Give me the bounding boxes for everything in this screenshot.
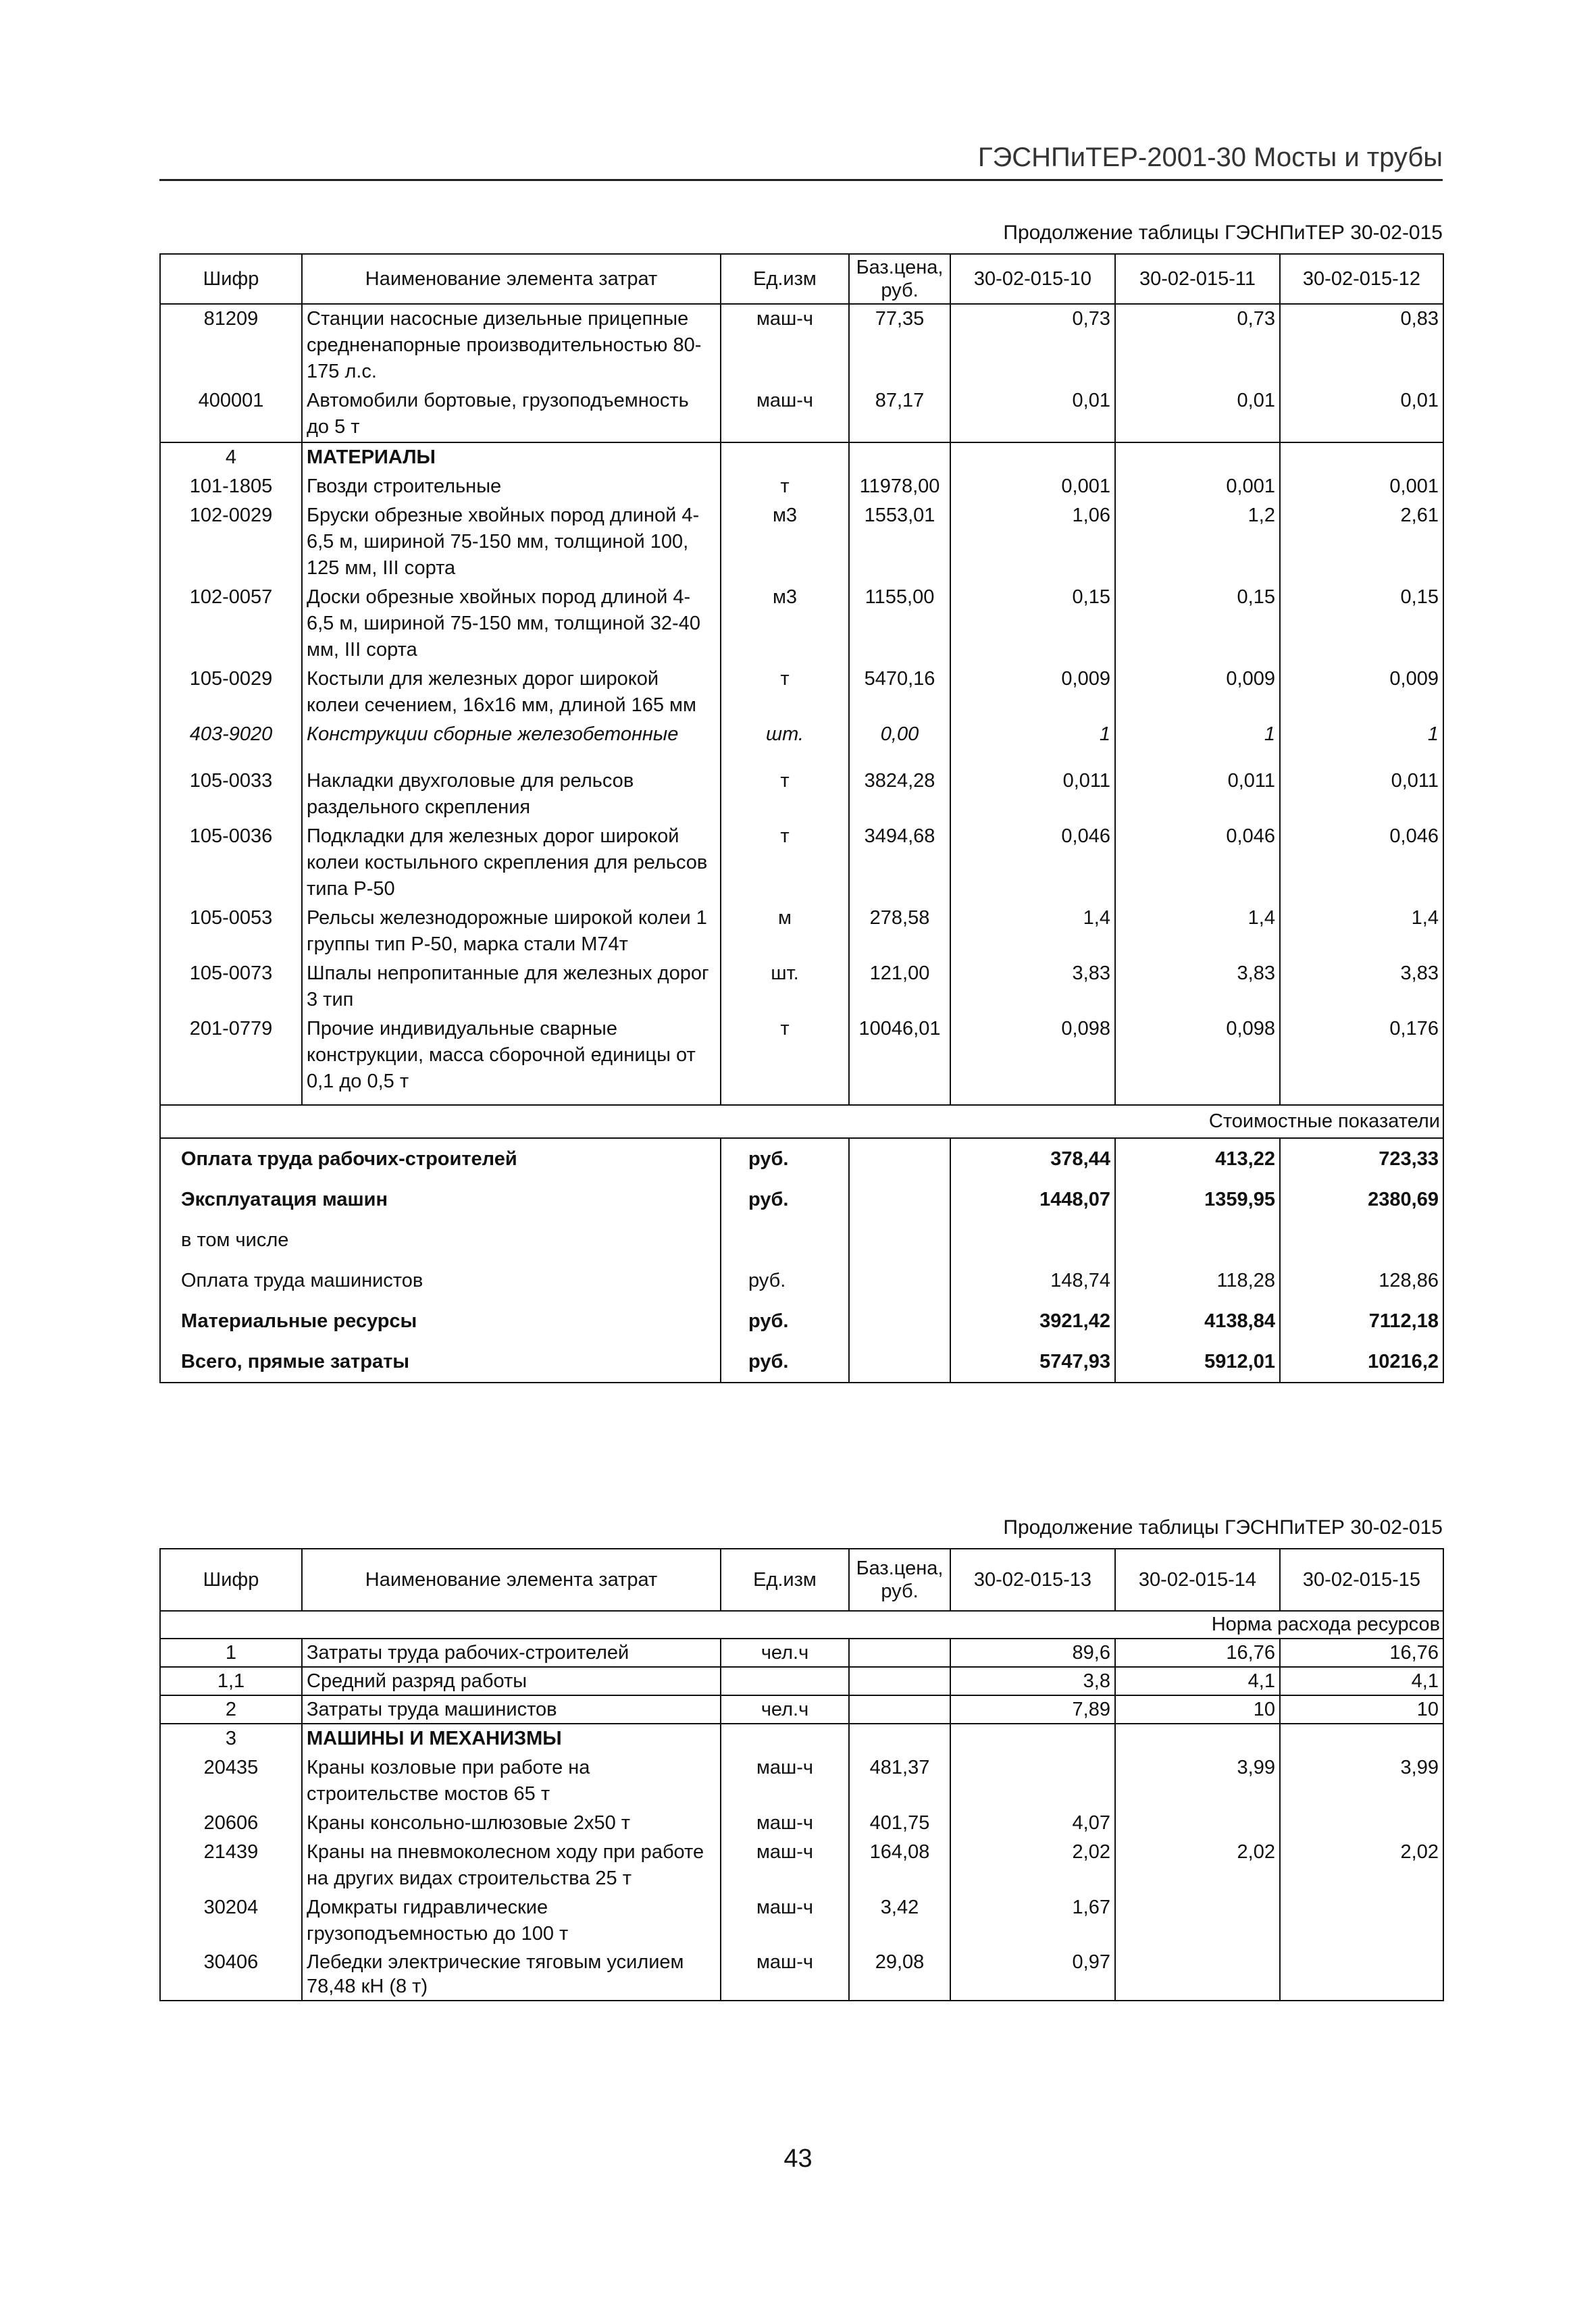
row-value-1: 4,07 (950, 1809, 1115, 1838)
row-price: 87,17 (849, 386, 950, 442)
row-name: Автомобили бортовые, грузоподъемность до 5 т (302, 386, 721, 442)
row-unit: маш-ч (721, 1753, 849, 1809)
row-value-3 (1280, 1893, 1443, 1949)
row-name: Рельсы железнодорожные широкой колеи 1 группы тип Р-50, марка стали М74т (302, 904, 721, 959)
row-value-3: 0,83 (1280, 304, 1443, 386)
table-row (160, 904, 1443, 959)
row-code: 102-0057 (160, 583, 302, 665)
summary-row (160, 1341, 1443, 1383)
row-code: 105-0036 (160, 822, 302, 904)
row-value-3 (1280, 1809, 1443, 1838)
row-price: 10046,01 (849, 1014, 950, 1105)
row-name: Краны на пневмоколесном ходу при работе на других видах строительства 25 т (302, 1838, 721, 1893)
row-price: 481,37 (849, 1753, 950, 1809)
row-price: 11978,00 (849, 472, 950, 501)
row-code: 2 (160, 1695, 302, 1724)
summary-price (849, 1179, 950, 1220)
row-value-2: 0,001 (1115, 472, 1280, 501)
row-value-1: 1,06 (950, 501, 1115, 583)
row-value-2: 1 (1115, 720, 1280, 767)
row-code: 20435 (160, 1753, 302, 1809)
table-row (160, 1949, 1443, 2001)
row-value-1 (950, 442, 1115, 472)
row-name: Накладки двухголовые для рельсов раздельного скрепления (302, 767, 721, 822)
row-value-2: 0,15 (1115, 583, 1280, 665)
row-value-3: 16,76 (1280, 1639, 1443, 1667)
table-row (160, 501, 1443, 583)
row-value-3: 10 (1280, 1695, 1443, 1724)
row-code: 30406 (160, 1949, 302, 2001)
row-unit: т (721, 767, 849, 822)
summary-value-3 (1280, 1220, 1443, 1260)
row-name: Шпалы непропитанные для железных дорог 3 тип (302, 959, 721, 1014)
row-price: 3,42 (849, 1893, 950, 1949)
row-name: Костыли для железных дорог широкой колеи сечением, 16х16 мм, длиной 165 мм (302, 665, 721, 720)
summary-value-3: 10216,2 (1280, 1341, 1443, 1383)
row-value-1: 0,15 (950, 583, 1115, 665)
row-unit: маш-ч (721, 1809, 849, 1838)
row-code: 30204 (160, 1893, 302, 1949)
row-name: Прочие индивидуальные сварные конструкции, масса сборочной единицы от 0,1 до 0,5 т (302, 1014, 721, 1105)
running-header (159, 138, 1443, 181)
row-name: Средний разряд работы (302, 1667, 721, 1695)
row-name: Доски обрезные хвойных пород длиной 4-6,5 м, шириной 75-150 мм, толщиной 32-40 мм, III сорта (302, 583, 721, 665)
row-value-2: 0,098 (1115, 1014, 1280, 1105)
section-row (160, 442, 1443, 472)
table2-continuation-label: Продолжение таблицы ГЭСНПиТЕР 30-02-015 (1003, 1516, 1443, 1539)
norm-banner-row (160, 1611, 1443, 1639)
row-value-1: 89,6 (950, 1639, 1115, 1667)
page-number: 43 (783, 2144, 813, 2173)
row-name: Конструкции сборные железобетонные (302, 720, 721, 767)
row-value-1: 0,009 (950, 665, 1115, 720)
norm-banner: Норма расхода ресурсов (160, 1611, 1443, 1639)
row-value-3: 0,01 (1280, 386, 1443, 442)
row-value-3: 2,61 (1280, 501, 1443, 583)
row-code: 102-0029 (160, 501, 302, 583)
row-value-3: 0,15 (1280, 583, 1443, 665)
row-name: Затраты труда рабочих-строителей (302, 1639, 721, 1667)
table-row (160, 1809, 1443, 1838)
table-row (160, 1014, 1443, 1105)
summary-row (160, 1138, 1443, 1179)
row-unit: маш-ч (721, 386, 849, 442)
summary-row (160, 1301, 1443, 1341)
summary-label: Всего, прямые затраты (160, 1341, 721, 1383)
row-value-1: 0,098 (950, 1014, 1115, 1105)
table-row (160, 1667, 1443, 1695)
row-price: 278,58 (849, 904, 950, 959)
col-header-price: Баз.цена, руб. (849, 1549, 950, 1611)
row-value-2: 2,02 (1115, 1838, 1280, 1893)
row-value-1: 1,67 (950, 1893, 1115, 1949)
row-unit: т (721, 1014, 849, 1105)
summary-row (160, 1260, 1443, 1301)
summary-value-1: 5747,93 (950, 1341, 1115, 1383)
row-code: 105-0029 (160, 665, 302, 720)
row-code: 201-0779 (160, 1014, 302, 1105)
row-value-1: 0,011 (950, 767, 1115, 822)
summary-value-2 (1115, 1220, 1280, 1260)
row-value-3: 0,001 (1280, 472, 1443, 501)
row-value-3: 0,046 (1280, 822, 1443, 904)
summary-label: Материальные ресурсы (160, 1301, 721, 1341)
summary-value-1: 378,44 (950, 1138, 1115, 1179)
row-value-1: 3,83 (950, 959, 1115, 1014)
row-name: Подкладки для железных дорог широкой колеи костыльного скрепления для рельсов типа Р-50 (302, 822, 721, 904)
table-row (160, 1639, 1443, 1667)
row-value-3: 3,99 (1280, 1753, 1443, 1809)
row-value-1: 2,02 (950, 1838, 1115, 1893)
col-header-code-12: 30-02-015-12 (1280, 254, 1443, 304)
table-row (160, 304, 1443, 386)
row-price: 3494,68 (849, 822, 950, 904)
summary-unit: руб. (721, 1341, 849, 1383)
summary-row (160, 1220, 1443, 1260)
cost-banner: Стоимостные показатели (160, 1105, 1443, 1138)
row-value-3 (1280, 1724, 1443, 1753)
col-header-code: Шифр (160, 1549, 302, 1611)
table-row (160, 720, 1443, 767)
row-value-1: 0,73 (950, 304, 1115, 386)
row-value-1: 0,001 (950, 472, 1115, 501)
col-header-unit: Ед.изм (721, 1549, 849, 1611)
row-value-1: 0,01 (950, 386, 1115, 442)
row-name: МАТЕРИАЛЫ (302, 442, 721, 472)
row-value-2: 3,83 (1115, 959, 1280, 1014)
row-price: 121,00 (849, 959, 950, 1014)
row-price: 77,35 (849, 304, 950, 386)
row-name: Лебедки электрические тяговым усилием 78,48 кН (8 т) (302, 1949, 721, 2001)
row-price (849, 442, 950, 472)
running-header-text: ГЭСНПиТЕР-2001-30 Мосты и трубы (977, 143, 1443, 172)
row-unit: маш-ч (721, 1838, 849, 1893)
row-value-2: 16,76 (1115, 1639, 1280, 1667)
col-header-code: Шифр (160, 254, 302, 304)
table-row (160, 1753, 1443, 1809)
row-code: 3 (160, 1724, 302, 1753)
col-header-name: Наименование элемента затрат (302, 254, 721, 304)
row-unit: маш-ч (721, 304, 849, 386)
row-value-3: 2,02 (1280, 1838, 1443, 1893)
summary-value-1: 148,74 (950, 1260, 1115, 1301)
row-value-2 (1115, 1809, 1280, 1838)
table-row (160, 583, 1443, 665)
col-header-price: Баз.цена, руб. (849, 254, 950, 304)
summary-label: Эксплуатация машин (160, 1179, 721, 1220)
row-unit: т (721, 472, 849, 501)
table-row (160, 665, 1443, 720)
row-value-3: 4,1 (1280, 1667, 1443, 1695)
row-code: 403-9020 (160, 720, 302, 767)
row-value-2 (1115, 442, 1280, 472)
row-value-2: 0,046 (1115, 822, 1280, 904)
summary-value-2: 4138,84 (1115, 1301, 1280, 1341)
table-row (160, 1893, 1443, 1949)
row-value-3: 3,83 (1280, 959, 1443, 1014)
summary-price (849, 1301, 950, 1341)
row-unit: м (721, 904, 849, 959)
summary-value-3: 2380,69 (1280, 1179, 1443, 1220)
row-name: Бруски обрезные хвойных пород длиной 4-6,5 м, шириной 75-150 мм, толщиной 100, 125 мм, III сорта (302, 501, 721, 583)
row-value-2: 0,01 (1115, 386, 1280, 442)
row-value-2: 0,73 (1115, 304, 1280, 386)
row-value-3: 0,176 (1280, 1014, 1443, 1105)
row-value-2: 0,009 (1115, 665, 1280, 720)
row-price: 29,08 (849, 1949, 950, 2001)
col-header-code-11: 30-02-015-11 (1115, 254, 1280, 304)
row-value-3: 0,009 (1280, 665, 1443, 720)
col-header-code-15: 30-02-015-15 (1280, 1549, 1443, 1611)
summary-value-2: 118,28 (1115, 1260, 1280, 1301)
row-unit: м3 (721, 583, 849, 665)
row-value-1 (950, 1753, 1115, 1809)
summary-price (849, 1138, 950, 1179)
row-price: 1553,01 (849, 501, 950, 583)
col-header-unit: Ед.изм (721, 254, 849, 304)
row-unit: чел.ч (721, 1695, 849, 1724)
table-row (160, 472, 1443, 501)
row-price (849, 1724, 950, 1753)
row-value-1: 0,046 (950, 822, 1115, 904)
row-value-2: 4,1 (1115, 1667, 1280, 1695)
summary-value-1: 3921,42 (950, 1301, 1115, 1341)
row-value-1 (950, 1724, 1115, 1753)
table-row (160, 959, 1443, 1014)
summary-label: в том числе (160, 1220, 721, 1260)
row-value-2: 0,011 (1115, 767, 1280, 822)
summary-value-1: 1448,07 (950, 1179, 1115, 1220)
row-unit: маш-ч (721, 1893, 849, 1949)
row-unit (721, 1667, 849, 1695)
row-price (849, 1695, 950, 1724)
summary-label: Оплата труда рабочих-строителей (160, 1138, 721, 1179)
col-header-code-10: 30-02-015-10 (950, 254, 1115, 304)
row-code: 20606 (160, 1809, 302, 1838)
row-value-2: 10 (1115, 1695, 1280, 1724)
summary-value-3: 723,33 (1280, 1138, 1443, 1179)
row-unit (721, 1724, 849, 1753)
row-value-2: 3,99 (1115, 1753, 1280, 1809)
row-value-1: 1 (950, 720, 1115, 767)
row-unit: т (721, 822, 849, 904)
resource-table-1 (159, 253, 1444, 1383)
summary-unit: руб. (721, 1179, 849, 1220)
row-code: 101-1805 (160, 472, 302, 501)
row-unit: маш-ч (721, 1949, 849, 2001)
row-name: Краны консольно-шлюзовые 2х50 т (302, 1809, 721, 1838)
row-value-2 (1115, 1893, 1280, 1949)
summary-row (160, 1179, 1443, 1220)
row-price (849, 1667, 950, 1695)
row-price: 1155,00 (849, 583, 950, 665)
summary-unit: руб. (721, 1301, 849, 1341)
row-value-3 (1280, 442, 1443, 472)
row-name: Гвозди строительные (302, 472, 721, 501)
summary-value-3: 7112,18 (1280, 1301, 1443, 1341)
summary-value-3: 128,86 (1280, 1260, 1443, 1301)
row-unit: шт. (721, 720, 849, 767)
row-value-3: 1,4 (1280, 904, 1443, 959)
row-code: 400001 (160, 386, 302, 442)
table1-continuation-label: Продолжение таблицы ГЭСНПиТЕР 30-02-015 (1003, 222, 1443, 244)
col-header-name: Наименование элемента затрат (302, 1549, 721, 1611)
row-code: 21439 (160, 1838, 302, 1893)
row-price: 0,00 (849, 720, 950, 767)
row-code: 81209 (160, 304, 302, 386)
summary-value-2: 413,22 (1115, 1138, 1280, 1179)
row-code: 4 (160, 442, 302, 472)
summary-label: Оплата труда машинистов (160, 1260, 721, 1301)
row-price: 5470,16 (849, 665, 950, 720)
summary-unit: руб. (721, 1260, 849, 1301)
col-header-code-13: 30-02-015-13 (950, 1549, 1115, 1611)
summary-unit: руб. (721, 1138, 849, 1179)
row-price (849, 1639, 950, 1667)
resource-table-2 (159, 1548, 1444, 2001)
table-row (160, 1695, 1443, 1724)
table-row (160, 1838, 1443, 1893)
row-value-1: 7,89 (950, 1695, 1115, 1724)
summary-value-2: 1359,95 (1115, 1179, 1280, 1220)
row-name: Краны козловые при работе на строительстве мостов 65 т (302, 1753, 721, 1809)
row-code: 1,1 (160, 1667, 302, 1695)
row-value-2: 1,2 (1115, 501, 1280, 583)
row-unit: т (721, 665, 849, 720)
row-value-2 (1115, 1949, 1280, 2001)
cost-banner-row (160, 1105, 1443, 1138)
row-name: Затраты труда машинистов (302, 1695, 721, 1724)
summary-unit (721, 1220, 849, 1260)
summary-price (849, 1220, 950, 1260)
row-value-1: 3,8 (950, 1667, 1115, 1695)
row-code: 105-0033 (160, 767, 302, 822)
row-value-3: 0,011 (1280, 767, 1443, 822)
row-value-2: 1,4 (1115, 904, 1280, 959)
section-row (160, 1724, 1443, 1753)
row-unit (721, 442, 849, 472)
summary-price (849, 1341, 950, 1383)
table-row (160, 822, 1443, 904)
row-name: Станции насосные дизельные прицепные средненапорные производительностью 80-175 л.с. (302, 304, 721, 386)
row-unit: шт. (721, 959, 849, 1014)
row-value-2 (1115, 1724, 1280, 1753)
row-unit: м3 (721, 501, 849, 583)
row-name: МАШИНЫ И МЕХАНИЗМЫ (302, 1724, 721, 1753)
summary-price (849, 1260, 950, 1301)
table-row (160, 386, 1443, 442)
row-value-3: 1 (1280, 720, 1443, 767)
row-value-1: 1,4 (950, 904, 1115, 959)
summary-value-1 (950, 1220, 1115, 1260)
row-name: Домкраты гидравлические грузоподъемностью до 100 т (302, 1893, 721, 1949)
row-value-1: 0,97 (950, 1949, 1115, 2001)
summary-value-2: 5912,01 (1115, 1341, 1280, 1383)
row-price: 164,08 (849, 1838, 950, 1893)
col-header-code-14: 30-02-015-14 (1115, 1549, 1280, 1611)
table-row (160, 767, 1443, 822)
row-price: 3824,28 (849, 767, 950, 822)
row-code: 105-0073 (160, 959, 302, 1014)
row-code: 105-0053 (160, 904, 302, 959)
row-unit: чел.ч (721, 1639, 849, 1667)
row-value-3 (1280, 1949, 1443, 2001)
row-price: 401,75 (849, 1809, 950, 1838)
row-code: 1 (160, 1639, 302, 1667)
